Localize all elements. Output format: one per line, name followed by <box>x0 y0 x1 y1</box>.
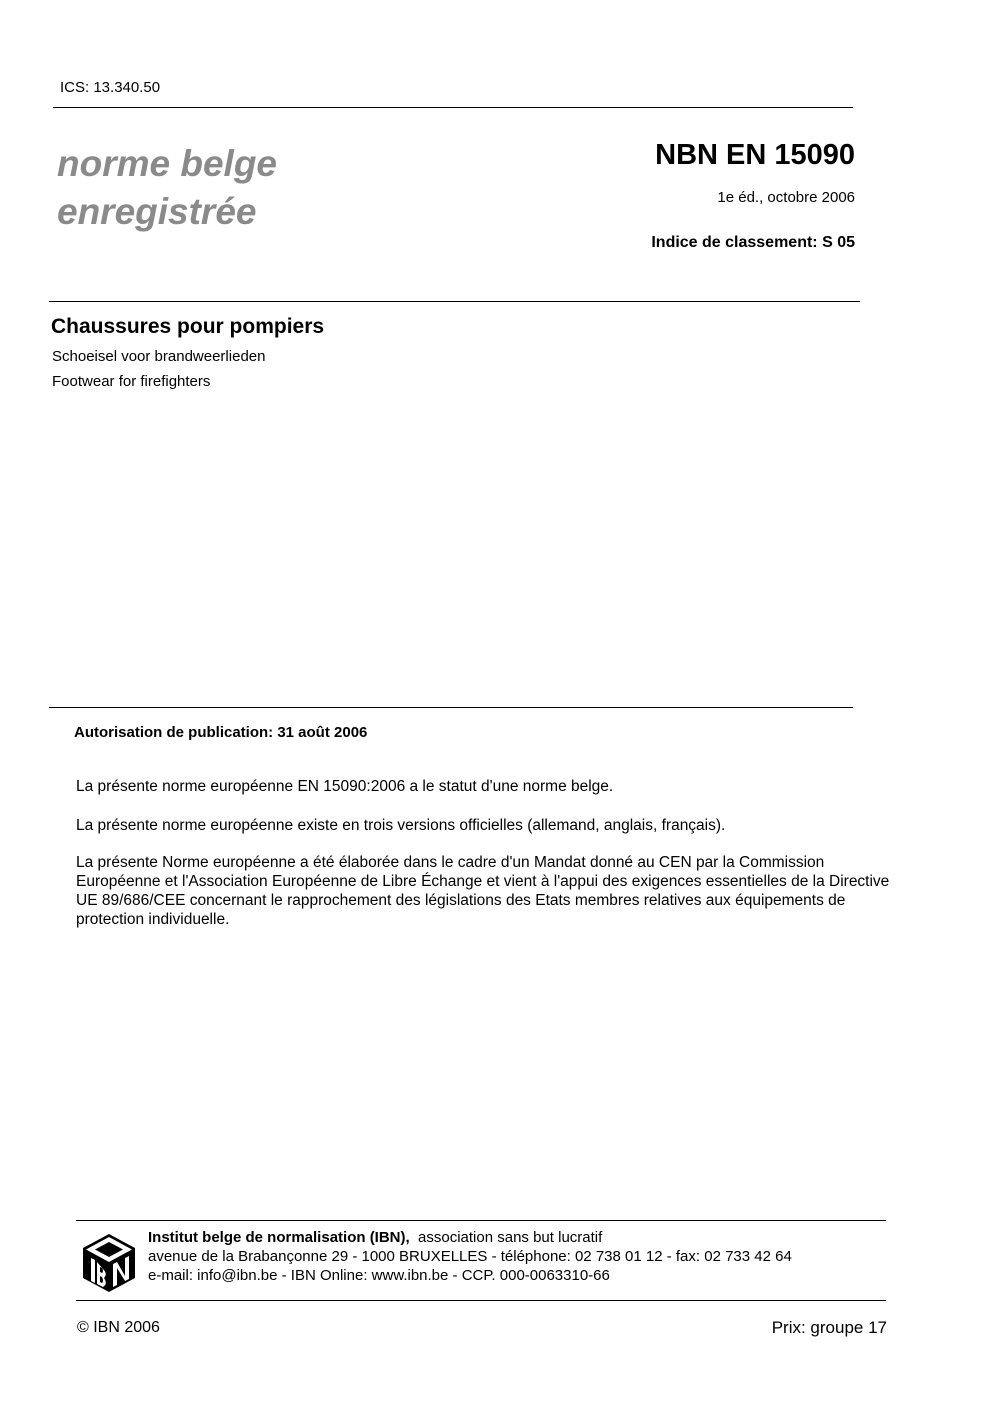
classification-index: Indice de classement: S 05 <box>651 234 855 251</box>
footer-top-rule <box>76 1220 886 1221</box>
norm-type-line-1: norme belge <box>57 143 277 184</box>
institute-address: avenue de la Brabançonne 29 - 1000 BRUXELLES - téléphone: 02 738 01 12 - fax: 02 733 42 64 <box>148 1248 792 1265</box>
edition-date: 1e éd., octobre 2006 <box>717 189 855 206</box>
ics-code: ICS: 13.340.50 <box>60 79 161 96</box>
copyright: © IBN 2006 <box>77 1319 160 1336</box>
paragraph-status: La présente norme européenne EN 15090:2006 a le statut d'une norme belge. <box>76 778 614 795</box>
institute-contact: e-mail: info@ibn.be - IBN Online: www.ibn.be - CCP. 000-0063310-66 <box>148 1267 610 1284</box>
body-rule <box>49 707 853 708</box>
title-dutch: Schoeisel voor brandweerlieden <box>52 348 266 365</box>
standard-code: NBN EN 15090 <box>655 139 855 171</box>
paragraph-mandate: La présente Norme européenne a été élaborée dans le cadre d'un Mandat donné au CEN par la Commission Européenne et l'Association Européenne de Libre Échange et vient à l'appui des exigences essentielles de la Directive UE 89/686/CEE concernant le rapprochement des législations des Etats membres relatives aux équipements de protection individuelle. <box>76 854 890 928</box>
norm-type-line-2: enregistrée <box>57 191 257 232</box>
price-group: Prix: groupe 17 <box>771 1318 887 1337</box>
paragraph-versions: La présente norme européenne existe en trois versions officielles (allemand, anglais, français). <box>76 817 726 834</box>
title-english: Footwear for firefighters <box>52 373 211 390</box>
norm-type-title <box>57 140 277 236</box>
ibn-logo-icon <box>83 1234 135 1292</box>
institute-line <box>148 1228 792 1247</box>
header-rule <box>53 107 853 108</box>
publication-authorization: Autorisation de publication: 31 août 2006 <box>74 724 368 741</box>
footer-institute-info <box>148 1228 792 1285</box>
institute-description: association sans but lucratif <box>418 1229 603 1246</box>
title-french: Chaussures pour pompiers <box>51 315 325 338</box>
footer-bottom-rule <box>76 1300 886 1301</box>
title-rule <box>49 301 860 302</box>
institute-name: Institut belge de normalisation (IBN), <box>148 1229 410 1246</box>
